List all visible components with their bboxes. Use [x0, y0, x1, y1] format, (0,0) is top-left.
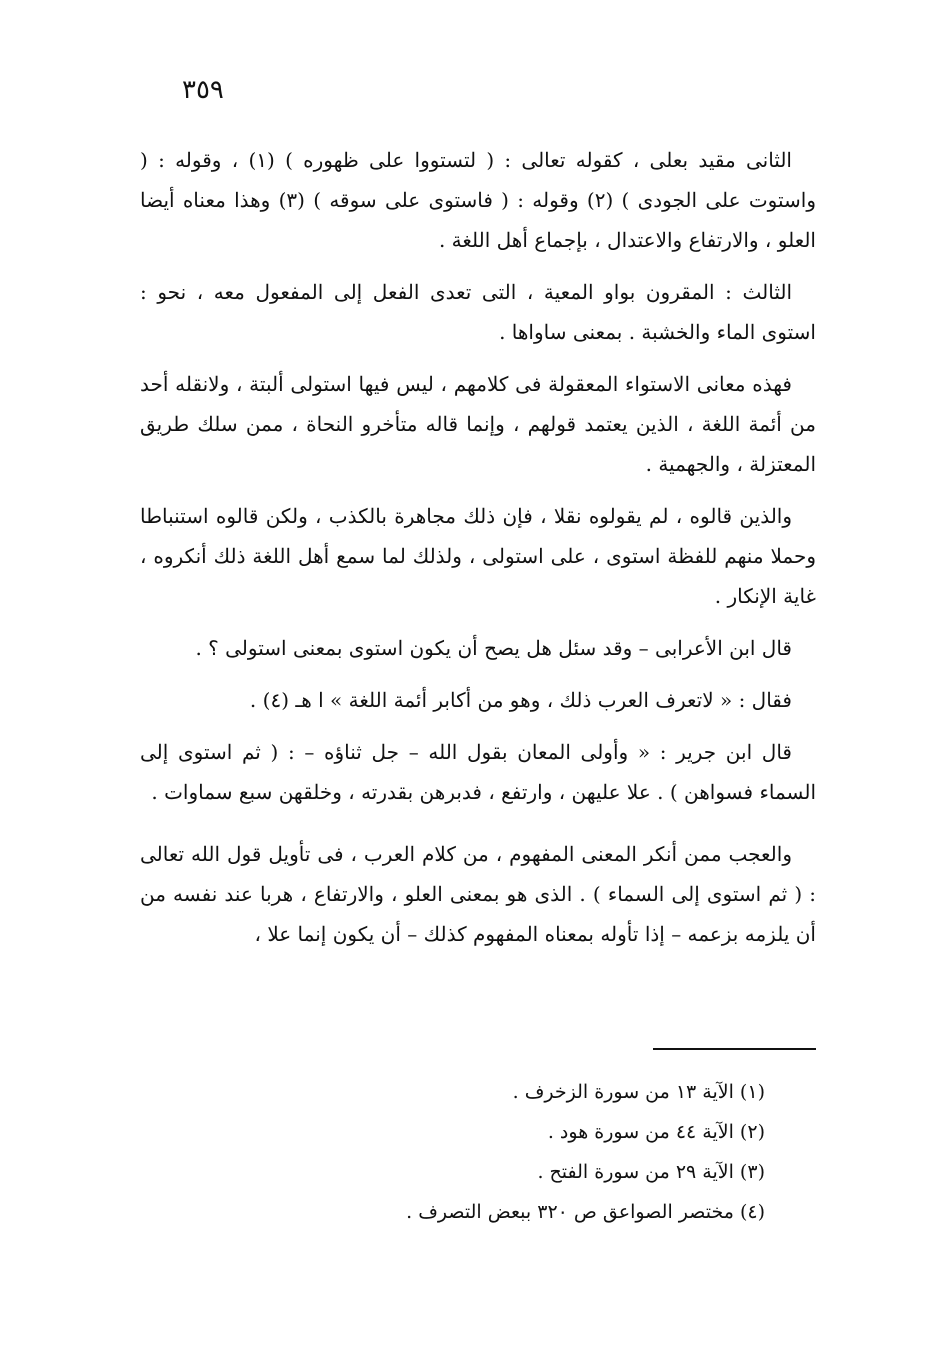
- footnote-divider: [653, 1048, 816, 1050]
- main-text: [140, 140, 816, 966]
- paragraph-3: فهذه معانى الاستواء المعقولة فى كلامهم ، ليس فيها استولى ألبتة ، ولانقله أحد من أئمة اللغة ، الذين يعتمد قولهم ، وإنما قاله متأخرو النحاة ، ممن سلك طريق المعتزلة ، والجهمية .: [140, 372, 816, 476]
- footnote-4: (٤) مختصر الصواعق ص ٣٢٠ ببعض التصرف .: [406, 1201, 765, 1223]
- paragraph-7: قال ابن جرير : « وأولى المعان بقول الله – جل ثناؤه – : ( ثم استوى إلى السماء فسواهن ) . علا عليهن ، وارتفع ، فدبرهن بقدرته ، وخلقهن سبع سماوات .: [140, 740, 816, 804]
- page-number: ٣٥٩: [182, 75, 224, 105]
- paragraph-4: والذين قالوه ، لم يقولوه نقلا ، فإن ذلك مجاهرة بالكذب ، ولكن قالوه استنباطا وحملا منهم للفظة استوى ، على استولى ، ولذلك لما سمع أهل اللغة ذلك أنكروه ، غاية الإنكار .: [140, 504, 816, 608]
- paragraph-1: الثانى مقيد بعلى ، كقوله تعالى : ( لتستووا على ظهوره ) (١) ، وقوله : ( واستوت على الجودى ) (٢) وقوله : ( فاستوى على سوقه ) (٣) وهذا معناه أيضا العلو ، والارتفاع والاعتدال ، بإجماع أهل اللغة .: [140, 148, 816, 252]
- footnote-3: (٣) الآية ٢٩ من سورة الفتح .: [537, 1161, 765, 1183]
- footnote-2: (٢) الآية ٤٤ من سورة هود .: [547, 1121, 765, 1143]
- footnote-1: (١) الآية ١٣ من سورة الزخرف .: [512, 1081, 765, 1103]
- paragraph-5: قال ابن الأعرابى – وقد سئل هل يصح أن يكون استوى بمعنى استولى ؟ .: [195, 636, 792, 660]
- paragraph-2: الثالث : المقرون بواو المعية ، التى تعدى الفعل إلى المفعول معه ، نحو : استوى الماء والخشبة . بمعنى ساواها .: [140, 280, 816, 344]
- paragraph-6: فقال : « لاتعرف العرب ذلك ، وهو من أكابر أئمة اللغة » ا هـ (٤) .: [249, 688, 792, 712]
- footnotes: [300, 1072, 765, 1232]
- paragraph-8: والعجب ممن أنكر المعنى المفهوم ، من كلام العرب ، فى تأويل قول الله تعالى : ( ثم استوى إلى السماء ) . الذى هو بمعنى العلو ، والارتفاع ، هربا عند نفسه من أن يلزمه بزعمه – إذا تأوله بمعناه المفهوم كذلك – أن يكون إنما علا ،: [140, 842, 816, 946]
